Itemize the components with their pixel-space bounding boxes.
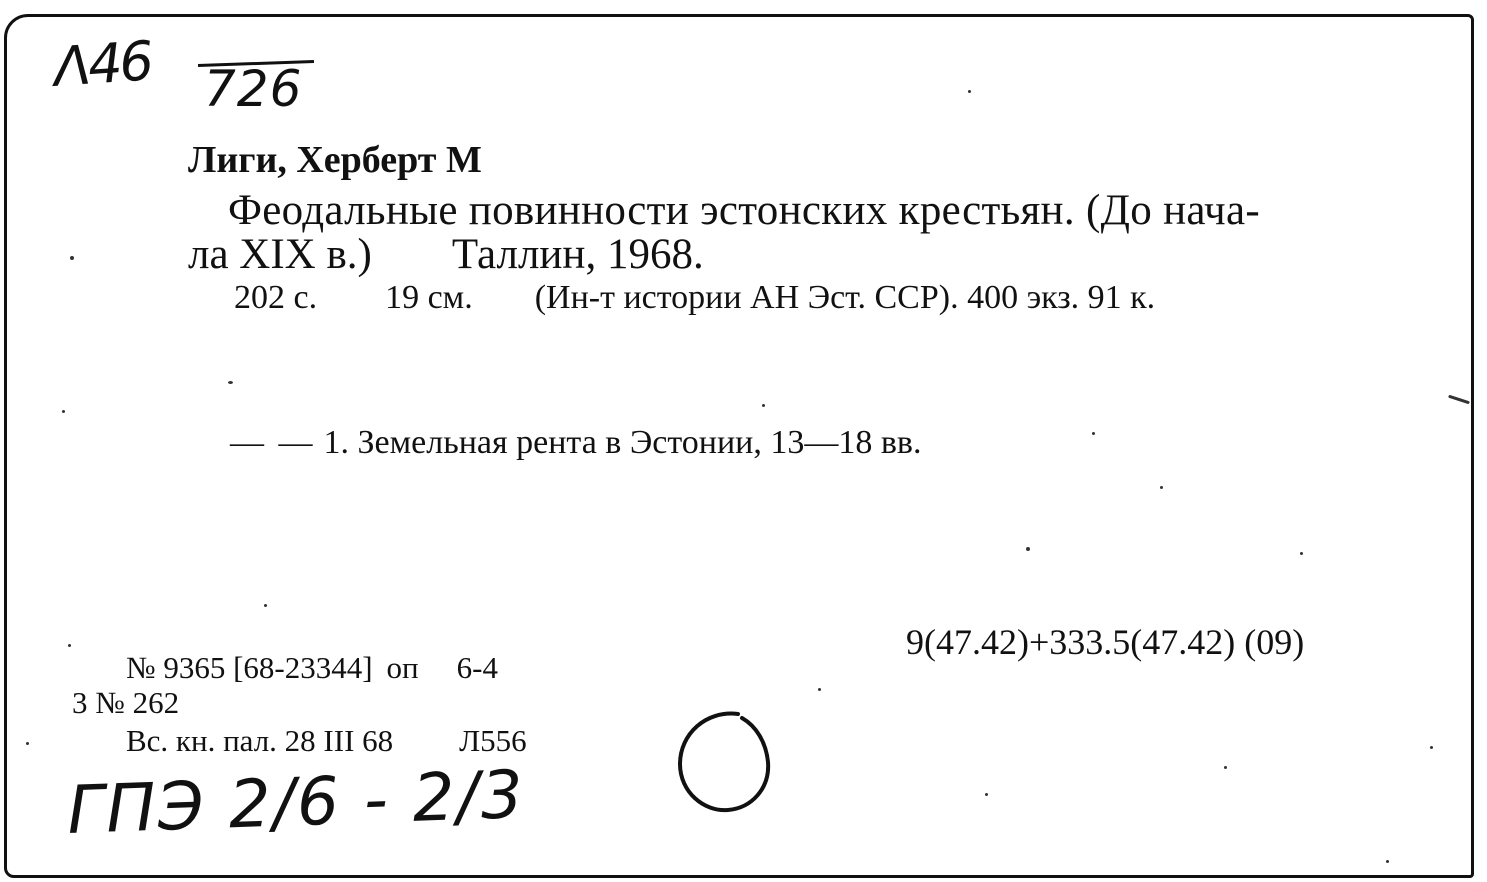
size: 19 см.: [385, 279, 473, 316]
speck: [1430, 746, 1433, 749]
print-info-line: [126, 723, 527, 759]
speck: [1300, 552, 1303, 555]
speck: [62, 410, 65, 413]
classification-index: 9(47.42)+333.5(47.42) (09): [906, 622, 1305, 662]
shelfmark-bottom: 726: [204, 60, 303, 118]
subject-dashes: — —: [230, 424, 316, 461]
shelfmark-top: Λ46: [52, 29, 153, 99]
accession-number: № 9365 [68-23344]: [126, 650, 373, 685]
title-line-2: [188, 230, 704, 279]
accession-op: оп: [386, 650, 419, 685]
punch-hole-circle: [676, 708, 776, 818]
speck: [762, 404, 765, 407]
speck: [228, 381, 233, 384]
speck: [26, 742, 29, 745]
speck: [1092, 432, 1095, 435]
speck: [968, 90, 971, 93]
speck: [1026, 547, 1030, 551]
speck: [68, 644, 71, 647]
order-number: 3 № 262: [72, 685, 180, 720]
speck: [1224, 766, 1227, 769]
speck: [264, 604, 267, 607]
speck: [70, 256, 74, 260]
speck: [1386, 860, 1389, 863]
publication-place: Таллин, 1968.: [451, 231, 704, 278]
handwritten-stamp: ГПЭ 2/6 - 2/3: [66, 756, 527, 849]
pages: 202 с.: [234, 279, 318, 316]
speck: [818, 688, 821, 691]
speck: [1160, 486, 1163, 489]
subject-line: [230, 424, 921, 462]
physical-description: [234, 279, 1155, 317]
accession-code: 6-4: [456, 650, 498, 685]
subject-heading: 1. Земельная рента в Эстонии, 13—18 вв.: [323, 424, 922, 461]
print-code: Л556: [459, 723, 527, 758]
title-continuation: ла XIX в.): [188, 231, 372, 278]
accession-line: [126, 650, 498, 686]
print-info: Вс. кн. пал. 28 III 68: [126, 723, 394, 758]
author-heading: Лиги, Херберт М: [188, 139, 482, 181]
title-line-1: Феодальные повинности эстонских крестьян. (До нача-: [228, 187, 1260, 234]
series-info: (Ин-т истории АН Эст. ССР). 400 экз. 91 к.: [534, 279, 1156, 316]
speck: [985, 793, 988, 796]
